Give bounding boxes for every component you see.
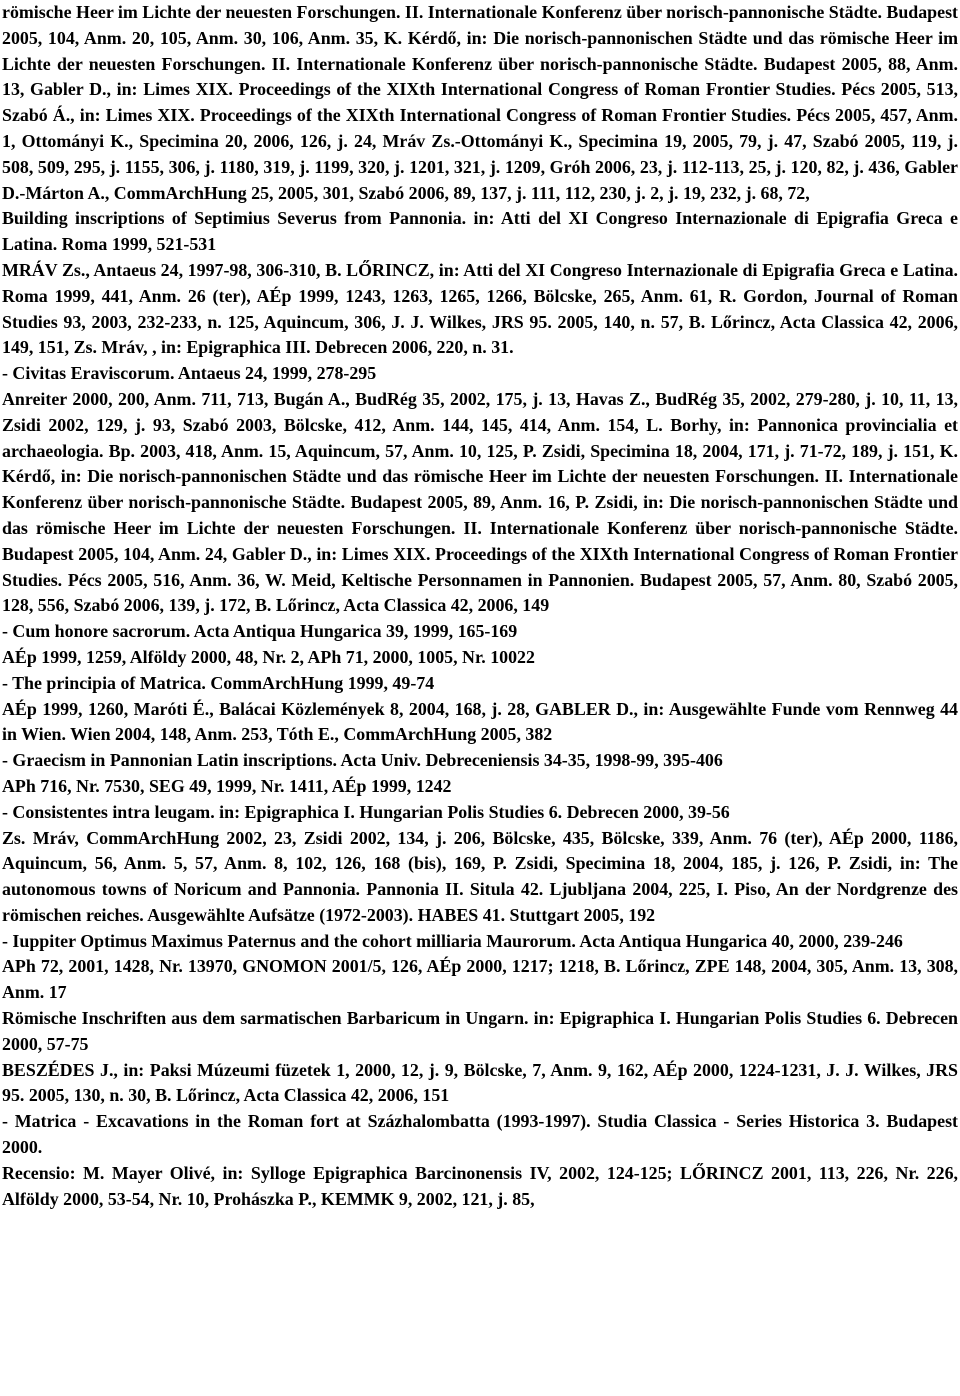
paragraph: - Matrica - Excavations in the Roman fort at Százhalombatta (1993-1997). Studia Classica - Series Historica 3. Budapest 2000. [2,1111,958,1158]
paragraph: - The principia of Matrica. CommArchHung 1999, 49-74 [2,672,435,693]
paragraph: APh 716, Nr. 7530, SEG 49, 1999, Nr. 1411, AÉp 1999, 1242 [2,775,452,796]
paragraph: Building inscriptions of Septimius Severus from Pannonia. in: Atti del XI Congreso Internazionale di Epigrafia Greca e Latina. Roma 1999, 521-531 [2,208,958,255]
paragraph: - Consistentes intra leugam. in: Epigraphica I. Hungarian Polis Studies 6. Debrecen 2000, 39-56 [2,801,730,822]
paragraph: - Civitas Eraviscorum. Antaeus 24, 1999, 278-295 [2,363,377,384]
paragraph: römische Heer im Lichte der neuesten Forschungen. II. Internationale Konferenz über norisch-pannonische Städte. Budapest 2005, 104, Anm. 20, 105, Anm. 30, 106, Anm. 35, K. Kérdő, in: Die norisch-pannonischen Städte und das römische Heer im Lichte der neuesten Forschungen. II. Internationale Konferenz über norisch-pannonische Städte. Budapest 2005, 88, Anm. 13, Gabler D., in: Limes XIX. Proceedings of the XIXth International Congress of Roman Frontier Studies. Pécs 2005, 513, Szabó Á., in: Limes XIX. Proceedings of the XIXth International Congress of Roman Frontier Studies. Pécs 2005, 457, Anm. 1, Ottományi K., Specimina 20, 2006, 126, j. 24, Mráv Zs.-Ottományi K., Specimina 19, 2005, 79, j. 47, Szabó 2005, 119, j. 508, 509, 295, j. 1155, 306, j. 1180, 319, j. 1199, 320, j. 1201, 321, j. 1209, Gróh 2006, 23, j. 112-113, 25, j. 120, 82, j. 436, Gabler D.-Márton A., CommArchHung 25, 2005, 301, Szabó 2006, 89, 137, j. 111, 112, 230, j. 2, j. 19, 232, j. 68, 72, [2,2,958,203]
paragraph: - Cum honore sacrorum. Acta Antiqua Hungarica 39, 1999, 165-169 [2,621,518,642]
paragraph: Anreiter 2000, 200, Anm. 711, 713, Bugán A., BudRég 35, 2002, 175, j. 13, Havas Z., BudRég 35, 2002, 279-280, j. 10, 11, 13, Zsidi 2002, 129, j. 93, Szabó 2003, Bölcske, 412, Anm. 144, 145, 414, Anm. 154, L. Borhy, in: Pannonica provincialia et archaeologia. Bp. 2003, 418, Anm. 15, Aquincum, 57, Anm. 10, 125, P. Zsidi, Specimina 18, 2004, 171, j. 71-72, 189, j. 151, K. Kérdő, in: Die norisch-pannonischen Städte und das römische Heer im Lichte der neuesten Forschungen. II. Internationale Konferenz über norisch-pannonische Städte. Budapest 2005, 89, Anm. 16, P. Zsidi, in: Die norisch-pannonischen Städte und das römische Heer im Lichte der neuesten Forschungen. II. Internationale Konferenz über norisch-pannonische Städte. Budapest 2005, 104, Anm. 24, Gabler D., in: Limes XIX. Proceedings of the XIXth International Congress of Roman Frontier Studies. Pécs 2005, 516, Anm. 36, W. Meid, Keltische Personnamen in Pannonien. Budapest 2005, 57, Anm. 80, Szabó 2005, 128, 556, Szabó 2006, 139, j. 172, B. Lőrincz, Acta Classica 42, 2006, 149 [2,388,958,616]
paragraph: AÉp 1999, 1259, Alföldy 2000, 48, Nr. 2, APh 71, 2000, 1005, Nr. 10022 [2,646,535,667]
paragraph: AÉp 1999, 1260, Maróti É., Balácai Közlemények 8, 2004, 168, j. 28, GABLER D., in: Ausgewählte Funde vom Rennweg 44 in Wien. Wien 2004, 148, Anm. 253, Tóth E., CommArchHung 2005, 382 [2,698,958,745]
paragraph: - Iuppiter Optimus Maximus Paternus and the cohort milliaria Maurorum. Acta Antiqua Hungarica 40, 2000, 239-246 [2,930,903,951]
paragraph: - Graecism in Pannonian Latin inscriptions. Acta Univ. Debreceniensis 34-35, 1998-99, 395-406 [2,750,723,771]
paragraph: Römische Inschriften aus dem sarmatischen Barbaricum in Ungarn. in: Epigraphica I. Hungarian Polis Studies 6. Debrecen 2000, 57-75 [2,1008,958,1054]
paragraph: Recensio: M. Mayer Olivé, in: Sylloge Epigraphica Barcinonensis IV, 2002, 124-125; LŐRINCZ 2001, 113, 226, Nr. 226, Alföldy 2000, 53-54, Nr. 10, Prohászka P., KEMMK 9, 2002, 121, j. 85, [2,1162,958,1209]
paragraph: MRÁV Zs., Antaeus 24, 1997-98, 306-310, B. LŐRINCZ, in: Atti del XI Congreso Internazionale di Epigrafia Greca e Latina. Roma 1999, 441, Anm. 26 (ter), AÉp 1999, 1243, 1263, 1265, 1266, Bölcske, 265, Anm. 61, R. Gordon, Journal of Roman Studies 93, 2003, 232-233, n. 125, Aquincum, 306, J. J. Wilkes, JRS 95. 2005, 140, n. 57, B. Lőrincz, Acta Classica 42, 2006, 149, 151, Zs. Mráv, , in: Epigraphica III. Debrecen 2006, 220, n. 31. [2,259,958,358]
paragraph: APh 72, 2001, 1428, Nr. 13970, GNOMON 2001/5, 126, AÉp 2000, 1217; 1218, B. Lőrincz, ZPE 148, 2004, 305, Anm. 13, 308, Anm. 17 [2,956,958,1003]
paragraph: Zs. Mráv, CommArchHung 2002, 23, Zsidi 2002, 134, j. 206, Bölcske, 435, Bölcske, 339, Anm. 76 (ter), AÉp 2000, 1186, Aquincum, 56, Anm. 5, 57, Anm. 8, 102, 126, 168 (bis), 169, P. Zsidi, Specimina 18, 2004, 185, j. 126, P. Zsidi, in: The autonomous towns of Noricum and Pannonia. Pannonia II. Situla 42. Ljubljana 2004, 225, I. Piso, An der Nordgrenze des römischen reiches. Ausgewählte Aufsätze (1972-2003). HABES 41. Stuttgart 2005, 192 [2,827,958,925]
paragraph: BESZÉDES J., in: Paksi Múzeumi füzetek 1, 2000, 12, j. 9, Bölcske, 7, Anm. 9, 162, AÉp 2000, 1224-1231, J. J. Wilkes, JRS 95. 2005, 130, n. 30, B. Lőrincz, Acta Classica 42, 2006, 151 [2,1059,958,1106]
